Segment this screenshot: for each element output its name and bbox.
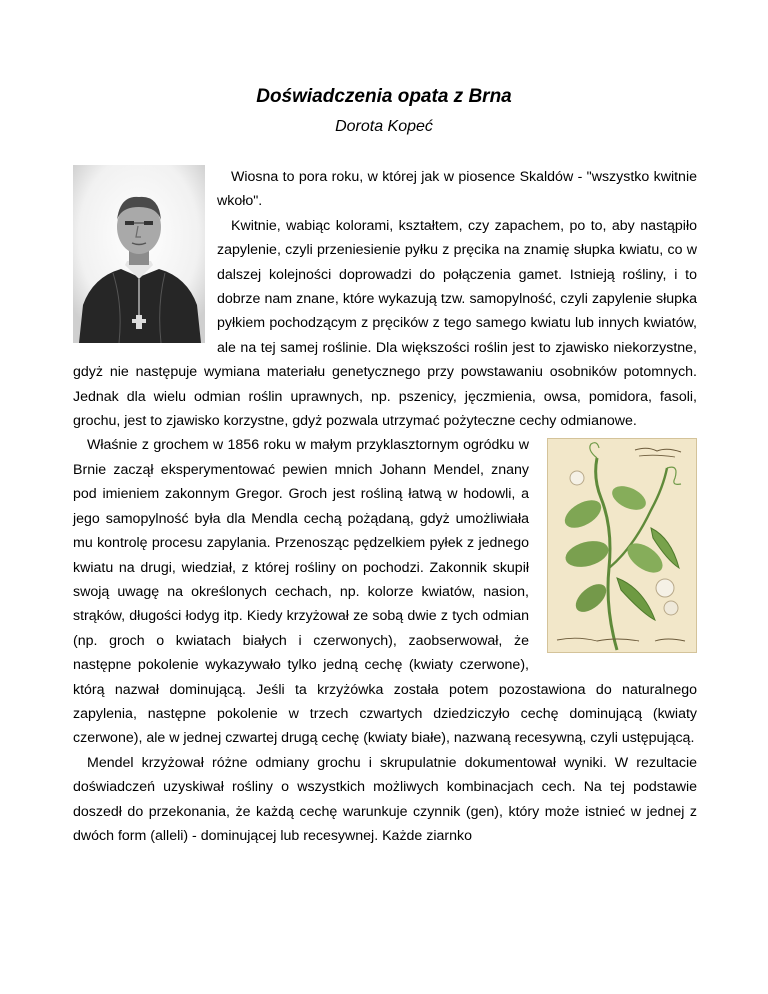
paragraph: Mendel krzyżował różne odmiany grochu i skrupulatnie dokumentował wyniki. W rezultacie doświadczeń uzyskiwał rośliny o wszystkich możliwych kombinacjach cech. Na tej podstawie doszedł do przekonania, że każdą cechę warunkuje czynnik (gen), który może istnieć w jednej z dwóch form (alleli) - dominującej lub recesywnej. Każde ziarnko (73, 754, 697, 844)
paragraph: Właśnie z grochem w 1856 roku w małym przyklasztornym ogródku w Brnie zaczął eksperymentować pewien mnich Johann Mendel, znany pod imieniem zakonnym Gregor. Groch jest rośliną łatwą w hodowli, a jego samopylność była dla Mendla cechą pożądaną, gdyż umożliwiała mu kontrolę procesu zapylania. Przenosząc pędzelkiem pyłek z jednego kwiatu na drugi, wiedział, z której rośliny on pochodzi. Zakonnik skupił swoją uwagę na określonych cechach, np. kolorze kwiatów, nasion, strąków, długości łodyg itp. Kiedy krzyżował ze sobą dwie z tych odmian (np. groch o kwiatach białych i czerwonych), zaobserwował, że następne pokolenie wykazywało tylko jedną cechę (kwiaty czerwone), którą nazwał dominującą. Jeśli ta krzyżówka została potem pozostawiona do naturalnego zapylenia, następne pokolenie w trzech czwartych dziedziczyło cechę dominującą (kwiaty czerwone), ale w jednej czwartej drugą cechę (kwiaty białe), nazwaną recesywną, czyli ustępującą. (73, 437, 697, 747)
pea-plant-image (547, 438, 697, 653)
paragraph: Kwitnie, wabiąc kolorami, kształtem, czy zapachem, po to, aby nastąpiło zapylenie, czyli przeniesienie pyłku z pręcika na znamię słupka kwiatu, co w dalszej kolejności doprowadzi do połączenia gamet. Istnieją rośliny, i to dobrze nam znane, które wykazują tzw. samopylność, czyli zapylenie słupka pyłkiem pochodzącym z pręcików z tego samego kwiatu lub innych kwiatów, ale na tej samej roślinie. Dla większości roślin jest to zjawisko niekorzystne, gdyż nie następuje wymiana materiału genetycznego przy powstawaniu osobników potomnych. Jednak dla wielu odmian roślin uprawnych, np. pszenicy, jęczmienia, owsa, pomidora, fasoli, grochu, jest to zjawisko korzystne, gdyż pozwala utrzymać pożyteczne cechy odmianowe. (73, 217, 697, 430)
document-title: Doświadczenia opata z Brna (256, 86, 512, 107)
document-author: Dorota Kopeć (335, 118, 433, 135)
portrait-image (73, 165, 205, 343)
article-body (73, 165, 697, 848)
paragraph: Wiosna to pora roku, w której jak w piosence Skaldów - "wszystko kwitnie wkoło". (217, 169, 697, 210)
